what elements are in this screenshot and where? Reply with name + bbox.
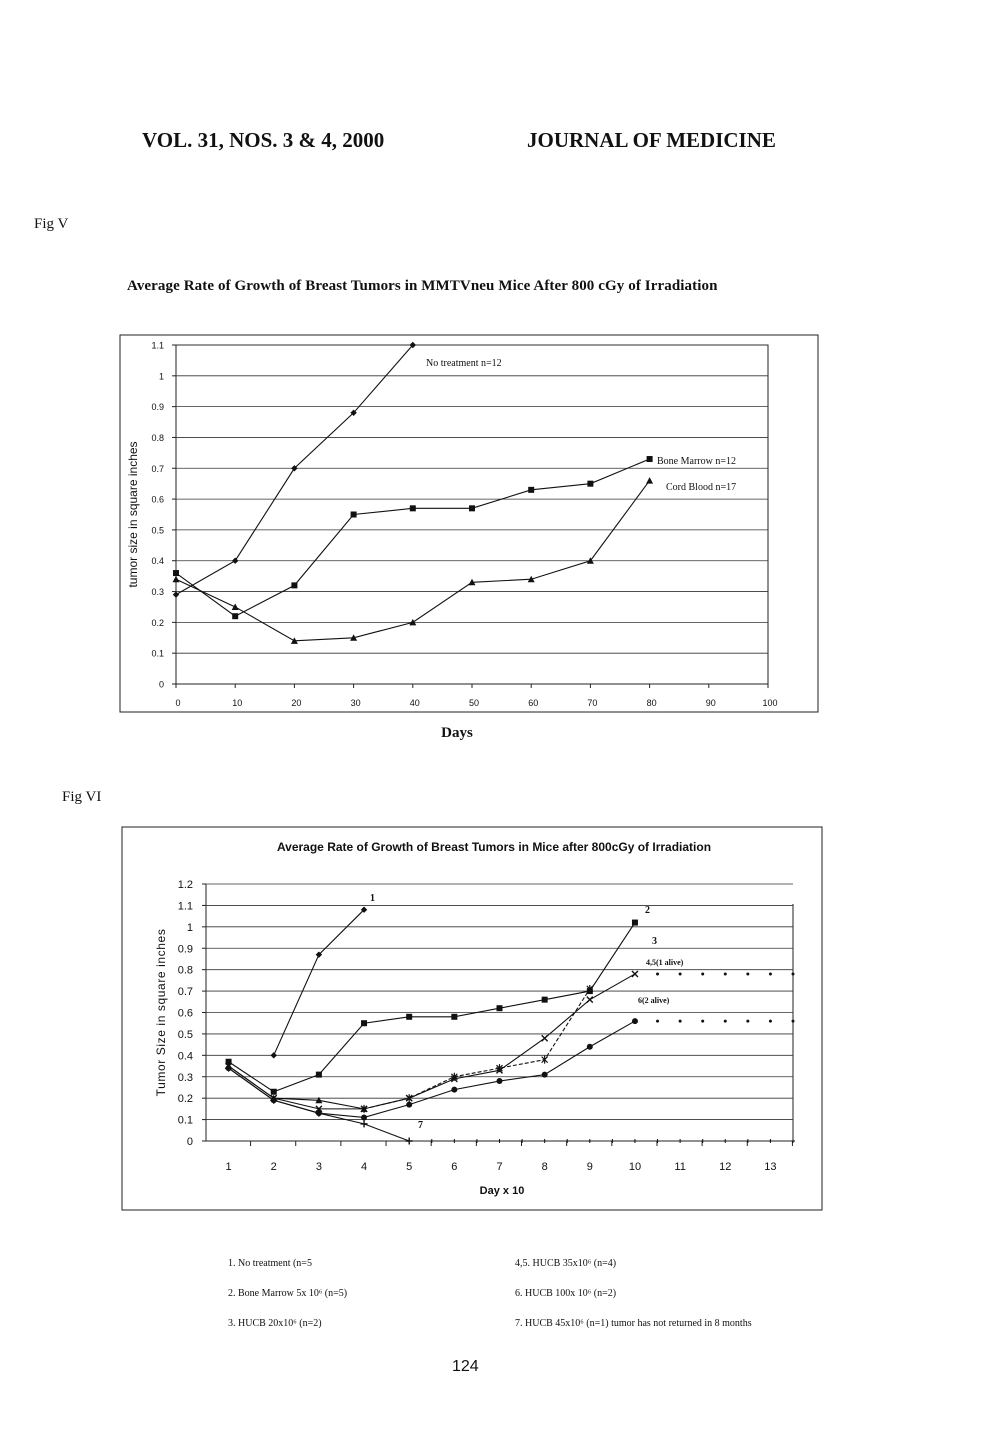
plateau-point-7 xyxy=(520,1139,524,1143)
legend-note-7: 7. HUCB 45x10⁶ (n=1) tumor has not returned in 8 months xyxy=(515,1318,752,1329)
plateau-point-6 xyxy=(701,1020,704,1023)
data-point-series-7 xyxy=(316,1110,322,1116)
plateau-point-7 xyxy=(768,1139,772,1143)
y-tick-label: 0.5 xyxy=(177,1028,193,1041)
figure-5-title: Average Rate of Growth of Breast Tumors in MMTVneu Mice After 800 cGy of Irradiation xyxy=(127,278,718,294)
x-tick-label: 80 xyxy=(646,698,657,708)
plateau-point-7 xyxy=(452,1139,456,1143)
data-point-series-7 xyxy=(497,1078,503,1084)
x-tick-label: 100 xyxy=(762,698,778,708)
running-header-volume: VOL. 31, NOS. 3 & 4, 2000 xyxy=(142,128,385,152)
legend-note-4-5: 4,5. HUCB 35x10⁶ (n=4) xyxy=(515,1258,617,1269)
y-tick-label: 0.5 xyxy=(151,525,164,536)
y-tick-label: 0.7 xyxy=(151,463,164,474)
x-tick-label: 40 xyxy=(409,698,420,708)
plateau-point-7 xyxy=(588,1139,592,1143)
legend-note-3: 3. HUCB 20x10⁶ (n=2) xyxy=(228,1318,322,1329)
x-tick-label: 6 xyxy=(451,1161,458,1173)
series-label-cord-blood-n-17: Cord Blood n=17 xyxy=(666,482,737,493)
y-tick-label: 0.4 xyxy=(151,556,164,567)
legend-note-6: 6. HUCB 100x 10⁶ (n=2) xyxy=(515,1288,617,1299)
data-point-4-5-1-alive xyxy=(542,1035,548,1041)
plateau-point-6 xyxy=(746,1020,749,1023)
x-tick-label: 3 xyxy=(315,1161,322,1173)
x-tick-label: 13 xyxy=(764,1161,777,1173)
plateau-point-7 xyxy=(430,1139,434,1143)
plateau-point-4-5 xyxy=(746,972,749,975)
series-label-no-treatment-n-12: No treatment n=12 xyxy=(426,358,502,369)
plateau-point-7 xyxy=(633,1139,637,1143)
y-tick-label: 0.4 xyxy=(177,1050,193,1063)
y-tick-label: 0 xyxy=(186,1136,193,1148)
y-tick-label: 0.3 xyxy=(177,1071,193,1084)
data-point-2 xyxy=(451,1014,457,1020)
series-line-3 xyxy=(229,1066,364,1109)
y-tick-label: 1.1 xyxy=(151,340,164,351)
y-tick-label: 1 xyxy=(158,371,164,382)
y-tick-label: 0 xyxy=(158,679,164,690)
x-tick-label: 1 xyxy=(225,1161,232,1173)
x-tick-label: 30 xyxy=(350,698,361,708)
y-tick-label: 0.6 xyxy=(151,494,164,505)
x-tick-label: 20 xyxy=(291,698,302,708)
data-point-4-5-1-alive xyxy=(587,997,593,1003)
plateau-point-7 xyxy=(723,1139,727,1143)
figure-5-label: Fig V xyxy=(34,216,69,232)
y-tick-label: 0.2 xyxy=(177,1093,193,1106)
plateau-point-6 xyxy=(679,1020,682,1023)
chart-title: Average Rate of Growth of Breast Tumors in Mice after 800cGy of Irradiation xyxy=(276,840,712,854)
plateau-point-7 xyxy=(746,1139,750,1143)
data-point-7 xyxy=(361,1120,368,1127)
x-tick-label: 70 xyxy=(587,698,598,708)
data-point-2 xyxy=(406,1014,412,1020)
plateau-point-7 xyxy=(656,1139,660,1143)
x-tick-label: 10 xyxy=(628,1161,642,1173)
plateau-point-4-5 xyxy=(701,972,704,975)
page-number: 124 xyxy=(452,1358,479,1375)
plateau-point-6 xyxy=(792,1020,795,1023)
series-label-2: 2 xyxy=(645,905,650,916)
legend-note-1: 1. No treatment (n=5 xyxy=(228,1258,312,1269)
y-tick-label: 0.6 xyxy=(177,1007,193,1020)
data-point-2 xyxy=(497,1005,503,1011)
x-tick-label: 12 xyxy=(719,1161,732,1173)
data-point-series-7 xyxy=(451,1087,457,1093)
plateau-point-6 xyxy=(724,1020,727,1023)
series-label-7: 7 xyxy=(418,1120,423,1131)
y-tick-label: 0.9 xyxy=(177,943,193,956)
plateau-point-4-5 xyxy=(769,972,772,975)
x-tick-label: 10 xyxy=(232,698,243,708)
data-point-series-7 xyxy=(361,1114,367,1120)
data-point-2 xyxy=(632,920,638,926)
data-point-2 xyxy=(361,1020,367,1026)
series-label-6: 6(2 alive) xyxy=(638,996,670,1005)
y-tick-label: 1 xyxy=(186,921,193,934)
plateau-point-7 xyxy=(475,1139,479,1143)
data-point-series-7 xyxy=(587,1044,593,1050)
y-tick-label: 0.8 xyxy=(177,964,193,977)
x-tick-label: 11 xyxy=(674,1161,686,1173)
plateau-point-6 xyxy=(769,1020,772,1023)
plateau-point-7 xyxy=(791,1139,795,1143)
series-line-series-7 xyxy=(229,1021,635,1117)
legend-note-2: 2. Bone Marrow 5x 10⁶ (n=5) xyxy=(228,1288,348,1299)
y-tick-label: 0.7 xyxy=(177,986,193,999)
data-point-series-7 xyxy=(271,1097,277,1103)
y-tick-label: 0.8 xyxy=(151,432,164,443)
x-tick-label: 50 xyxy=(468,698,480,708)
plateau-point-4-5 xyxy=(724,972,727,975)
plateau-point-7 xyxy=(701,1139,705,1143)
series-label-4-5: 4,5(1 alive) xyxy=(646,958,684,967)
x-tick-label: 2 xyxy=(270,1161,277,1173)
series-label-bone-marrow-n-12: Bone Marrow n=12 xyxy=(657,456,736,467)
y-tick-label: 0.9 xyxy=(151,402,164,413)
chart-frame xyxy=(122,827,822,1210)
x-tick-label: 9 xyxy=(586,1161,593,1173)
y-tick-label: 1.1 xyxy=(177,900,193,913)
data-point-2 xyxy=(316,1072,322,1078)
y-tick-label: 0.1 xyxy=(151,648,164,659)
series-label-3: 3 xyxy=(652,936,657,947)
data-point-series-7 xyxy=(406,1102,412,1108)
x-tick-label: 5 xyxy=(406,1161,413,1173)
data-point-2 xyxy=(542,997,548,1003)
data-point-7 xyxy=(406,1138,413,1145)
x-tick-label: 8 xyxy=(541,1161,548,1173)
figure-6-label: Fig VI xyxy=(62,789,102,805)
data-point-series-7 xyxy=(632,1018,638,1024)
y-axis-label: Tumor Size in square inches xyxy=(154,928,168,1097)
series-line-6-2-alive xyxy=(364,989,590,1109)
plateau-point-7 xyxy=(543,1139,547,1143)
plateau-point-4-5 xyxy=(792,972,795,975)
x-tick-label: 90 xyxy=(705,698,716,708)
y-axis-label: tumor size in square inches xyxy=(126,441,140,588)
x-tick-label: 7 xyxy=(496,1161,503,1173)
y-tick-label: 0.3 xyxy=(151,587,164,598)
series-line-1 xyxy=(274,910,364,1056)
data-point-2 xyxy=(271,1089,277,1095)
plateau-point-7 xyxy=(678,1139,682,1143)
running-header-journal: JOURNAL OF MEDICINE xyxy=(527,128,776,152)
y-tick-label: 0.2 xyxy=(151,617,164,628)
plateau-point-4-5 xyxy=(679,972,682,975)
y-tick-label: 0.1 xyxy=(177,1114,193,1127)
plateau-point-7 xyxy=(498,1139,502,1143)
x-axis-label: Day x 10 xyxy=(479,1185,525,1197)
data-point-1 xyxy=(271,1052,277,1058)
series-label-1: 1 xyxy=(370,893,375,904)
data-point-4-5-1-alive xyxy=(632,971,638,977)
plateau-point-4-5 xyxy=(656,972,659,975)
data-point-series-7 xyxy=(542,1072,548,1078)
data-point-series-7 xyxy=(226,1065,232,1071)
plateau-point-7 xyxy=(610,1139,614,1143)
x-tick-label: 60 xyxy=(528,698,539,708)
x-axis-label: Days xyxy=(441,725,473,741)
plateau-point-7 xyxy=(565,1139,569,1143)
y-tick-label: 1.2 xyxy=(177,879,193,891)
plateau-point-6 xyxy=(656,1020,659,1023)
x-tick-label: 0 xyxy=(175,698,181,708)
x-tick-label: 4 xyxy=(360,1161,368,1173)
